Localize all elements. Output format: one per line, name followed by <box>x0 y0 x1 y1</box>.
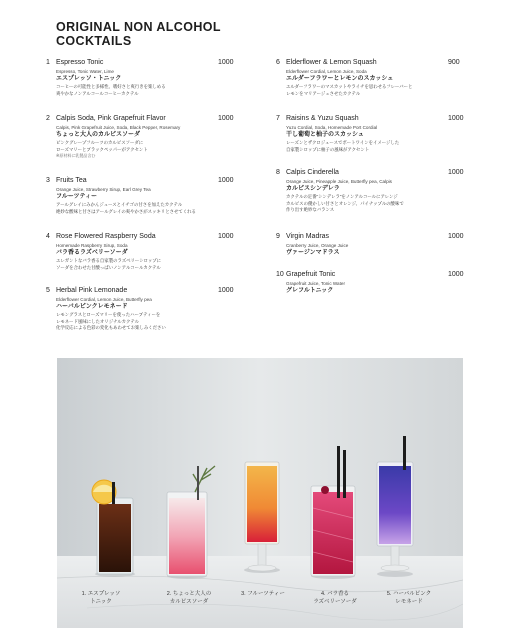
item-note: ※原材料に乳製品含む <box>56 153 96 158</box>
item-number: 3 <box>46 177 50 184</box>
photo-caption-2 <box>152 590 226 606</box>
item-description: エレガントなバラ香る自家製のラズベリーシロップに <box>56 258 162 263</box>
item-description: エルダーフラワーのマスカットやライチを思わせるフレーバーと <box>286 84 413 89</box>
item-description: レモンをマリアージュさせたカクテル <box>286 90 361 96</box>
menu-item-2 <box>46 114 236 159</box>
item-ingredients: Grapefruit Juice, Tonic Water <box>286 281 345 286</box>
item-ingredients: Elderflower Cordial, Lemon Juice, Butterfly pea <box>56 297 152 302</box>
item-ingredients: Orange Juice, Pineapple Juice, Butterfly pea, Calpis <box>286 179 392 184</box>
item-description: カクテルの定番"シンデレラ"をノンアルコールにアレンジ <box>286 194 398 199</box>
item-ingredients: Homemade Raspberry Sirup, Soda <box>56 243 128 248</box>
photo-caption-5 <box>372 590 446 606</box>
item-price: 1000 <box>218 233 234 240</box>
item-description: ピンクグレープフルーツのカルピスソーダに <box>56 140 144 145</box>
menu-item-6 <box>276 58 466 97</box>
item-japanese-name: カルピスシンデレラ <box>286 186 340 192</box>
item-name: Espresso Tonic <box>56 59 104 66</box>
menu-item-9 <box>276 232 466 258</box>
item-description: 絶妙な酸味と甘さはアールグレイの爽やかさがスッキリとさせてくれる <box>56 208 196 214</box>
item-description: カルピスの優かしい甘さとオレンジ、パイナップルの酸味で <box>286 200 404 206</box>
cocktails-illustration <box>57 358 463 628</box>
item-number: 9 <box>276 233 280 240</box>
item-description: レモネード風味にしたオリジナルカクテル <box>56 318 139 324</box>
item-japanese-name: エルダーフラワーとレモンのスカッシュ <box>286 76 394 82</box>
caption-line: 1. エスプレッソ <box>81 591 121 597</box>
caption-line: ラズベリーソーダ <box>313 599 357 605</box>
item-description: ソーダを合わせた甘酸っぱいノンアルコールカクテル <box>56 264 161 270</box>
item-japanese-name: ちょっと大人のカルピスソーダ <box>56 132 141 138</box>
photo-caption-4 <box>298 590 372 606</box>
item-name: Rose Flowered Raspberry Soda <box>56 233 156 240</box>
caption-line: 5. ハーバルピンク <box>386 591 432 597</box>
caption-line: レモネード <box>395 599 423 605</box>
item-ingredients: Orange Juice, Strawberry Sirup, Earl Grey Tea <box>56 187 151 192</box>
menu-item-3 <box>46 176 236 215</box>
item-ingredients: Calpis, Pink Grapefruit Juice, Soda, Black Pepper, Rosemary <box>56 125 181 130</box>
menu-item-4 <box>46 232 236 271</box>
item-number: 4 <box>46 233 50 240</box>
item-description: レーズンとザクロジュースでポートワインをイメージした <box>286 140 400 145</box>
item-number: 7 <box>276 115 280 122</box>
caption-line: トニック <box>90 599 112 605</box>
item-price: 1000 <box>448 169 464 176</box>
item-name: Calpis Soda, Pink Grapefruit Flavor <box>56 115 166 122</box>
item-price: 1000 <box>218 177 234 184</box>
item-description: 爽やかなノンアルコールコーヒーカクテル <box>56 90 139 96</box>
item-japanese-name: グレフルトニック <box>286 288 334 294</box>
item-japanese-name: ハーバルピンクレモネード <box>56 304 128 310</box>
page-title <box>56 20 221 48</box>
item-ingredients: Espresso, Tonic Water, Lime <box>56 69 114 74</box>
item-price: 1000 <box>218 287 234 294</box>
menu-item-10 <box>276 270 466 296</box>
item-japanese-name: ヴァージンマドラス <box>286 250 340 256</box>
item-ingredients: Cranberry Juice, Orange Juice <box>286 243 349 248</box>
item-price: 1000 <box>448 233 464 240</box>
menu-item-1 <box>46 58 236 97</box>
title-line-2: COCKTAILS <box>56 34 132 48</box>
item-number: 10 <box>276 271 284 278</box>
item-number: 6 <box>276 59 280 66</box>
caption-line: カルピスソーダ <box>169 599 209 605</box>
caption-line: 4. バラ香る <box>320 591 350 597</box>
item-number: 5 <box>46 287 50 294</box>
item-price: 1000 <box>218 115 234 122</box>
item-description: ローズマリーとブラックペッパーがアクセント <box>56 146 148 152</box>
menu-item-8 <box>276 168 466 214</box>
item-name: Grapefruit Tonic <box>286 271 336 278</box>
item-price: 1000 <box>448 115 464 122</box>
item-name: Elderflower & Lemon Squash <box>286 59 377 66</box>
item-description: コーヒーの可能性と多様性、嗜好さと爽行きを楽しめる <box>56 84 166 89</box>
item-price: 900 <box>448 59 460 66</box>
item-japanese-name: フルーツティー <box>56 194 98 200</box>
item-price: 1000 <box>218 59 234 66</box>
cocktails-photo <box>57 358 463 628</box>
item-description: レモングラスとローズマリーを使ったハーブティーを <box>56 312 161 317</box>
item-number: 1 <box>46 59 50 66</box>
item-ingredients: Yuzu Cordial, Soda, Homemade Port Cordial <box>286 125 378 130</box>
menu-item-7 <box>276 114 466 153</box>
item-japanese-name: 干し葡萄と柚子のスカッシュ <box>286 132 364 138</box>
item-name: Fruits Tea <box>56 177 87 184</box>
caption-line: 3. フルーツティー <box>241 591 285 597</box>
item-price: 1000 <box>448 271 464 278</box>
item-name: Virgin Madras <box>286 233 330 240</box>
menu-item-5 <box>46 286 236 332</box>
photo-caption-1 <box>66 590 136 606</box>
item-description: 作り出す絶妙なバランス <box>286 207 335 212</box>
item-name: Herbal Pink Lemonade <box>56 287 128 294</box>
photo-caption-3 <box>228 590 298 598</box>
item-number: 2 <box>46 115 50 122</box>
item-name: Calpis Cinderella <box>286 169 339 176</box>
item-name: Raisins & Yuzu Squash <box>286 115 359 122</box>
item-ingredients: Elderflower Cordial, Lemon Juice, Soda <box>286 69 367 74</box>
item-number: 8 <box>276 169 280 176</box>
item-description: 化学反応による色彩の変化もあわせてお楽しみください <box>56 325 166 330</box>
title-line-1: ORIGINAL NON ALCOHOL <box>56 20 221 34</box>
item-description: 自家製シロップに柚子の風味がアクセント <box>286 146 370 152</box>
item-japanese-name: バラ香るラズベリーソーダ <box>56 250 128 256</box>
caption-line: 2. ちょっと大人の <box>166 591 212 597</box>
item-description: アールグレイにみかんジュースとイチゴの甘さを加えたカクテル <box>56 202 183 207</box>
item-japanese-name: エスプレッソ・トニック <box>56 76 122 82</box>
